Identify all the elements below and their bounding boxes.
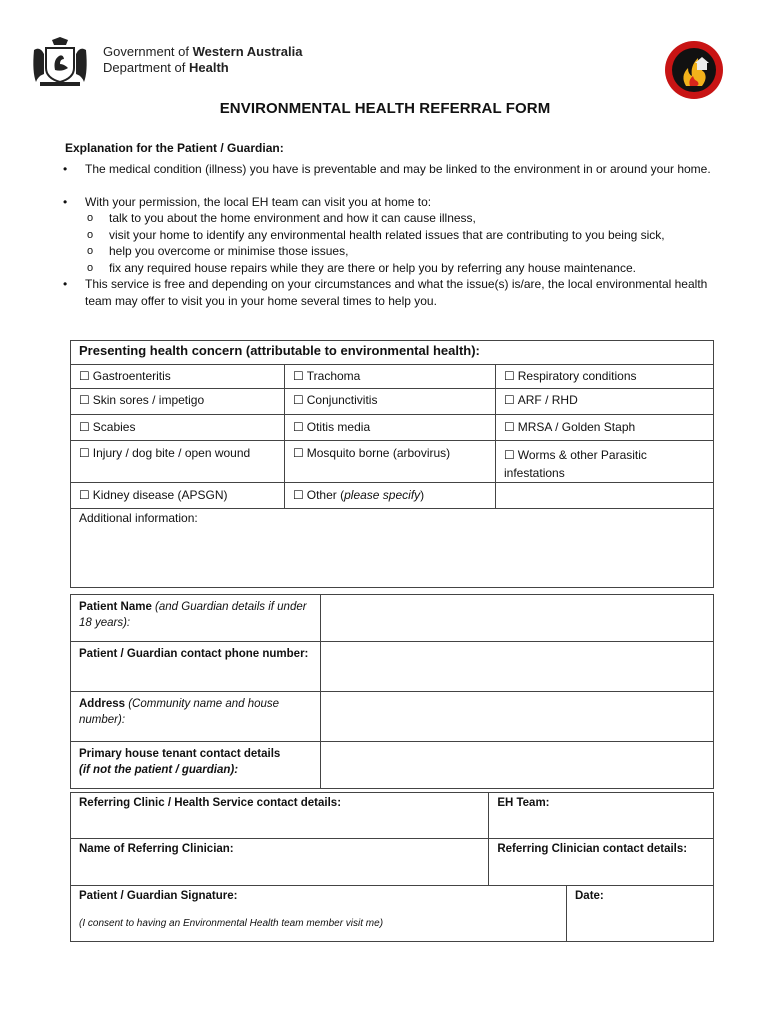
checkbox-icon[interactable]: ☐ [504,420,515,434]
option-label: ARF / RHD [517,393,578,407]
referring-clinic-field[interactable] [71,793,489,839]
tenant-bold: Primary house tenant contact details [79,748,281,760]
explanation-sub-2: o visit your home to identify any environmental health related issues that are contributing to you being sick, [87,227,737,244]
checkbox-icon[interactable]: ☐ [504,369,515,383]
date-field[interactable] [567,886,714,942]
referral-details-table [70,792,714,942]
contact-phone-label: Patient / Guardian contact phone number: [71,642,321,692]
referring-clinic-label: Referring Clinic / Health Service contact details: [79,797,342,809]
address-field[interactable] [321,692,714,742]
sub-text: visit your home to identify any environmental health related issues that are contributing to you being sick, [109,228,665,242]
option-label: Trachoma [306,369,361,383]
date-label: Date: [575,890,604,902]
additional-information-label: Additional information: [79,511,198,525]
address-bold: Address [79,698,126,710]
option-label: Conjunctivitis [306,393,378,407]
signature-field[interactable] [71,886,567,942]
page-title: ENVIRONMENTAL HEALTH REFERRAL FORM [219,100,551,117]
option-label: Respiratory conditions [517,369,637,383]
checkbox-icon[interactable]: ☐ [79,488,90,502]
option-otitis-media[interactable] [285,415,496,441]
option-skin-sores[interactable] [71,389,285,415]
tenant-label [71,742,321,789]
checkbox-icon[interactable]: ☐ [293,420,304,434]
govt-prefix: Government of [103,44,193,59]
checkbox-icon[interactable]: ☐ [293,393,304,407]
referring-clinician-label: Name of Referring Clinician: [79,843,234,855]
clinician-contact-field[interactable] [489,839,714,886]
explanation-sub-4: o fix any required house repairs while they are there or help you by referring any house maintenance. [87,260,737,277]
checkbox-icon[interactable]: ☐ [504,393,515,407]
concern-heading: Presenting health concern (attributable to environmental health): [71,341,714,365]
option-gastroenteritis[interactable] [71,365,285,389]
option-label: Worms & other Parasitic infestations [504,448,647,480]
checkbox-icon[interactable]: ☐ [293,369,304,383]
patient-details-table [70,594,714,789]
option-trachoma[interactable] [285,365,496,389]
option-scabies[interactable] [71,415,285,441]
explanation-heading: Explanation for the Patient / Guardian: [65,141,284,155]
referring-clinician-field[interactable] [71,839,489,886]
checkbox-icon[interactable]: ☐ [504,448,515,462]
option-other[interactable] [285,483,496,509]
dept-prefix: Department of [103,60,189,75]
option-kidney-disease[interactable] [71,483,285,509]
government-wordmark [103,44,302,76]
other-label: Other ( [306,488,345,502]
explanation-bullet-1: • The medical condition (illness) you have is preventable and may be linked to the environment in or around your home. [63,161,733,194]
sub-text: talk to you about the home environment and how it can cause illness, [109,211,476,225]
other-label-italic: please specify [344,488,421,502]
option-label: Gastroenteritis [92,369,171,383]
bullet-text: The medical condition (illness) you have is preventable and may be linked to the environment in or around your home. [85,162,711,176]
patient-name-italic: (and Guardian details if under 18 years): [79,601,307,629]
tenant-field[interactable] [321,742,714,789]
additional-information-field[interactable] [71,509,714,588]
patient-name-field[interactable] [321,595,714,642]
option-label: Injury / dog bite / open wound [92,446,251,460]
checkbox-icon[interactable]: ☐ [79,369,90,383]
option-worms[interactable] [496,441,714,483]
clinician-contact-label: Referring Clinician contact details: [497,843,688,855]
eh-team-label: EH Team: [497,797,550,809]
tenant-italic: (if not the patient / guardian): [79,764,239,776]
explanation-bullet-2: • With your permission, the local EH team can visit you at home to: [63,194,733,211]
option-mosquito[interactable] [285,441,496,483]
dept-name: Health [189,60,229,75]
other-label-close: ) [420,488,425,502]
consent-text: (I consent to having an Environmental Health team member visit me) [79,918,384,929]
option-arf-rhd[interactable] [496,389,714,415]
option-mrsa[interactable] [496,415,714,441]
sub-text: fix any required house repairs while they are there or help you by referring any house maintenance. [109,261,636,275]
eh-emblem-icon [664,40,724,100]
govt-state: Western Australia [192,44,303,59]
option-respiratory[interactable] [496,365,714,389]
option-injury[interactable] [71,441,285,483]
patient-name-bold: Patient Name [79,601,152,613]
checkbox-icon[interactable]: ☐ [79,446,90,460]
checkbox-icon[interactable]: ☐ [79,393,90,407]
address-italic: (Community name and house number): [79,698,280,726]
option-label: Skin sores / impetigo [92,393,205,407]
address-label [71,692,321,742]
explanation-sub-1: o talk to you about the home environment and how it can cause illness, [87,210,737,227]
signature-label: Patient / Guardian Signature: [79,890,238,902]
checkbox-icon[interactable]: ☐ [293,488,304,502]
eh-team-field[interactable] [489,793,714,839]
wa-crest-icon [30,36,90,90]
option-label: Otitis media [306,420,371,434]
explanation-sub-3: o help you overcome or minimise those issues, [87,243,737,260]
health-concern-table [70,340,714,588]
contact-phone-field[interactable] [321,642,714,692]
empty-cell [496,483,714,509]
checkbox-icon[interactable]: ☐ [293,446,304,460]
option-label: MRSA / Golden Staph [517,420,636,434]
patient-name-label [71,595,321,642]
checkbox-icon[interactable]: ☐ [79,420,90,434]
option-conjunctivitis[interactable] [285,389,496,415]
option-label: Mosquito borne (arbovirus) [306,446,451,460]
bullet-text: With your permission, the local EH team can visit you at home to: [85,195,432,209]
option-label: Kidney disease (APSGN) [92,488,228,502]
explanation-bullet-3: • This service is free and depending on your circumstances and what the issue(s) is/are, the local environmental health team may offer to visit you in your home several times to help you. [63,276,733,309]
bullet-text: This service is free and depending on your circumstances and what the issue(s) is/are, the local environmental health team may offer to visit you in your home several times to help you. [85,277,708,308]
option-label: Scabies [92,420,136,434]
sub-text: help you overcome or minimise those issues, [109,244,349,258]
